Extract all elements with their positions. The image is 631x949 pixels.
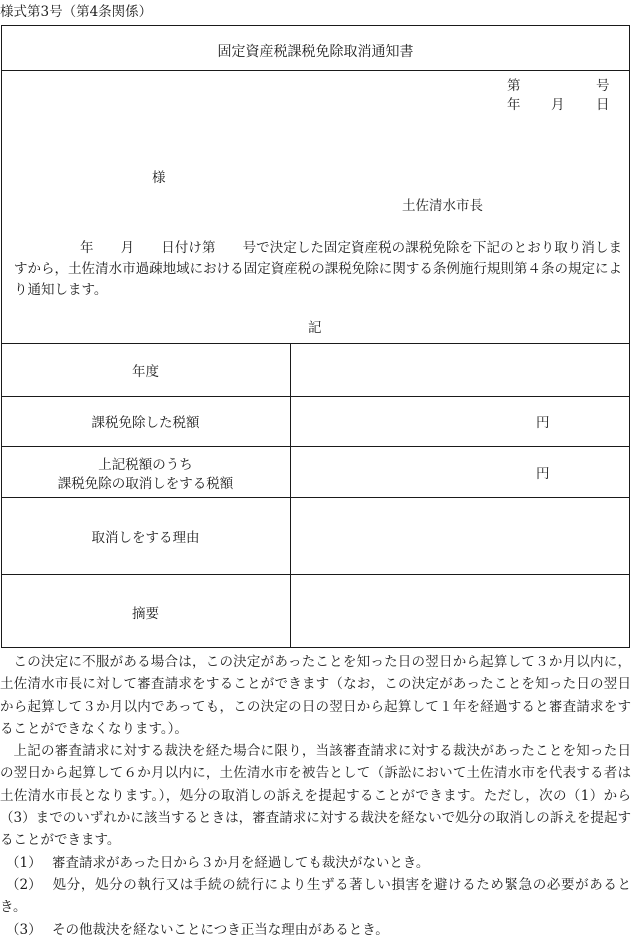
- number-prefix: 第: [507, 78, 521, 94]
- ki-marker: 記: [308, 320, 322, 336]
- date-day: 日: [596, 97, 610, 113]
- appeal-notes: [0, 651, 631, 941]
- notes-item-text: その他裁決を経ないことにつき正当な理由があるとき。: [52, 921, 389, 938]
- table-row-divider: [1, 446, 630, 447]
- table-row-divider: [1, 396, 630, 397]
- notes-paragraph-2: 上記の審査請求に対する裁決を経た場合に限り，当該審査請求に対する裁決があったことを知った日の翌日から起算して６か月以内に，土佐清水市を被告として（訴訟において土佐清水市を代表する者は土佐清水市長となります。），処分の取消しの訴えを提起することができます。ただし，次の（1）から（3）までのいずれかに該当するときは，審査請求に対する裁決を経ないで処分の取消しの訴えを提起することができます。: [0, 743, 631, 849]
- form-number-label: 様式第3号（第4条関係）: [0, 4, 153, 20]
- date-month: 月: [551, 97, 565, 113]
- row-label-revoked-amount-line2: 課税免除の取消しをする税額: [57, 476, 234, 492]
- table-row-divider: [1, 574, 630, 575]
- notes-paragraph-1: この決定に不服がある場合は，この決定があったことを知った日の翌日から起算して３か月以内に，土佐清水市長に対して審査請求をすることができます（なお，この決定があったことを知った日の翌日から起算して３か月以内であっても，この決定の日の翌日から起算して１年を経過すると審査請求をすることができなくなります。）。: [0, 654, 631, 737]
- notes-item-key: （2）: [6, 876, 42, 893]
- table-top-line: [1, 343, 630, 344]
- row-label-exempted-amount: 課税免除した税額: [91, 415, 200, 431]
- date-year: 年: [507, 97, 521, 113]
- table-column-divider: [290, 343, 291, 648]
- title-divider: [1, 70, 630, 71]
- notice-frame: [1, 25, 630, 648]
- notes-item-key: （1）: [6, 854, 42, 871]
- row-label-fiscal-year: 年度: [132, 364, 159, 380]
- addressee-honorific: 様: [152, 170, 166, 186]
- notes-item-text: 処分，処分の執行又は手続の続行により生ずる著しい損害を避けるため緊急の必要があるとき。: [0, 876, 631, 916]
- notes-item-2: [0, 874, 631, 919]
- notes-item-text: 審査請求があった日から３か月を経過しても裁決がないとき。: [52, 854, 430, 871]
- number-suffix: 号: [596, 78, 610, 94]
- notice-title: 固定資産税課税免除取消通知書: [217, 44, 414, 60]
- row-value-revoked-amount-unit: 円: [536, 466, 550, 482]
- issuer-name: 土佐清水市長: [402, 198, 483, 214]
- row-label-reason: 取消しをする理由: [91, 530, 200, 546]
- row-label-revoked-amount-line1: 上記税額のうち: [98, 457, 193, 473]
- notes-item-key: （3）: [6, 921, 42, 938]
- table-row-divider: [1, 497, 630, 498]
- notes-item-1: [0, 852, 631, 874]
- row-label-remarks: 摘要: [132, 606, 159, 622]
- notice-body: 年 月 日付け第 号で決定した固定資産税の課税免除を下記のとおり取り消しますから，土佐清水市過疎地域における固定資産税の課税免除に関する条例施行規則第４条の規定により通知します。: [14, 240, 622, 298]
- notes-item-3: [0, 919, 631, 941]
- row-value-exempted-amount-unit: 円: [536, 415, 550, 431]
